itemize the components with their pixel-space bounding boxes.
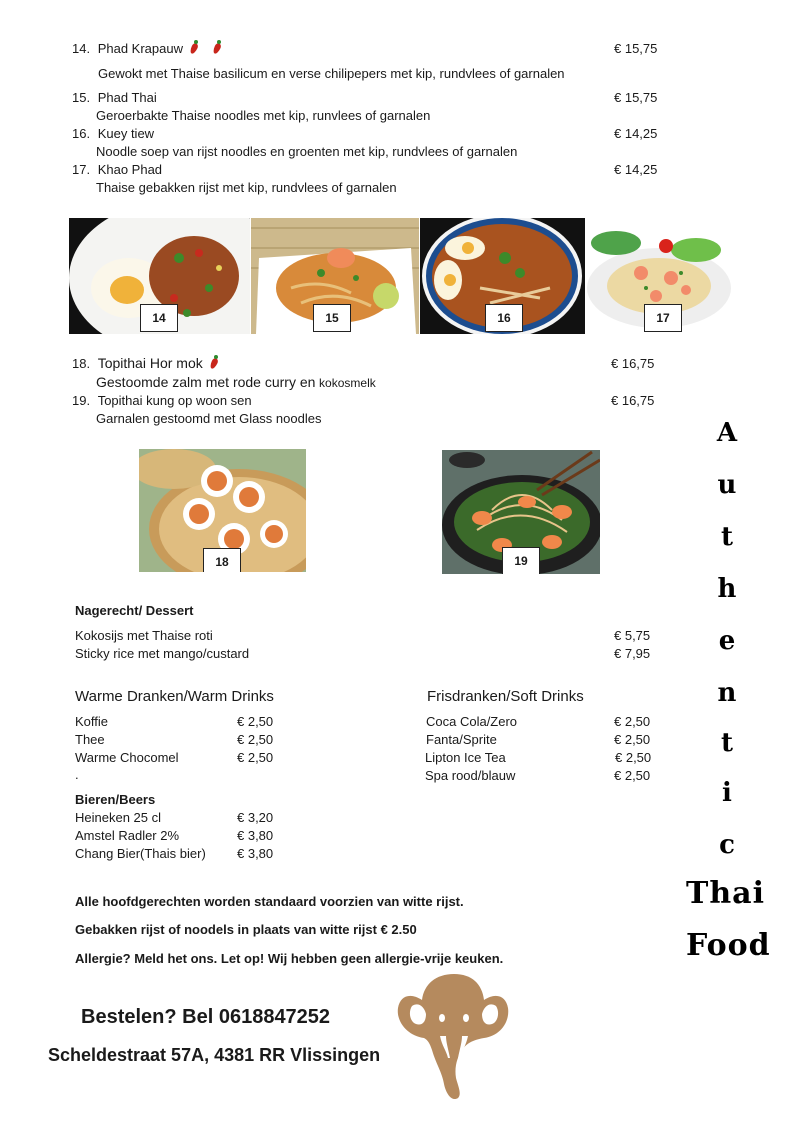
side-letter: t (720, 522, 733, 552)
dish-photo-16 (420, 218, 585, 334)
dish-price: € 14,25 (614, 162, 658, 177)
beer-price: € 3,20 (237, 810, 274, 825)
beer-price: € 3,80 (237, 846, 274, 861)
dish-number: 17. (72, 162, 91, 177)
chili-pepper-icon (212, 41, 221, 54)
dish-description: Gewokt met Thaise basilicum en verse chilipepers met kip, rundvlees of garnalen (98, 66, 565, 81)
warm-drinks-heading: Warme Dranken/Warm Drinks (75, 688, 274, 705)
beer-price: € 3,80 (237, 828, 274, 843)
order-phone: Bestelen? Bel 0618847252 (81, 1006, 331, 1028)
dish-number: 15. (72, 90, 91, 105)
photo-badge: 14 (140, 304, 178, 332)
note-fried-rice: Gebakken rijst of noodels in plaats van witte rijst € 2.50 (75, 922, 417, 937)
beers-heading: Bieren/Beers (75, 792, 156, 807)
dessert-item: Sticky rice met mango/custard (75, 646, 250, 661)
dessert-price: € 5,75 (614, 628, 651, 643)
dish-number: 18. (72, 356, 91, 371)
description-main: Gestoomde zalm met rode curry en (96, 374, 316, 390)
photo-badge: 17 (644, 304, 682, 332)
side-letter: c (719, 830, 735, 860)
soft-drink-price: € 2,50 (614, 732, 651, 747)
soft-drink-item: Spa rood/blauw (425, 768, 516, 783)
dish-photo-19 (442, 450, 600, 574)
dish-photo-18 (139, 449, 306, 572)
dish-14-line (72, 41, 221, 56)
beer-item: Chang Bier(Thais bier) (75, 846, 206, 861)
dish-number: 16. (72, 126, 91, 141)
address: Scheldestraat 57A, 4381 RR Vlissingen (48, 1045, 381, 1065)
soft-drinks-heading: Frisdranken/Soft Drinks (427, 688, 584, 705)
side-letter: e (718, 626, 736, 656)
dish-photo-17 (586, 218, 733, 334)
dessert-item: Kokosijs met Thaise roti (75, 628, 213, 643)
warm-drink-price: € 2,50 (237, 732, 274, 747)
dish-price: € 15,75 (614, 90, 658, 105)
soft-drink-price: € 2,50 (614, 768, 651, 783)
dish-name: Khao Phad (97, 162, 163, 177)
dessert-price: € 7,95 (614, 646, 651, 661)
side-word-thai: Thai (686, 876, 765, 911)
note-rice: Alle hoofdgerechten worden standaard voorzien van witte rijst. (75, 894, 464, 909)
side-letter: h (717, 574, 737, 604)
dish-19-line (72, 393, 252, 408)
side-letter: A (716, 418, 738, 448)
dish-18-line (72, 355, 218, 371)
side-letter: i (722, 778, 732, 808)
note-allergy: Allergie? Meld het ons. Let op! Wij hebben geen allergie-vrije keuken. (75, 951, 504, 966)
dish-name: Topithai Hor mok (97, 355, 203, 371)
elephant-icon (396, 966, 512, 1106)
side-letter: u (717, 470, 737, 500)
warm-drink-price: € 2,50 (237, 750, 274, 765)
dish-price: € 16,75 (611, 393, 655, 408)
dish-description: Thaise gebakken rijst met kip, rundvlees of garnalen (96, 180, 397, 195)
dish-price: € 15,75 (614, 41, 658, 56)
warm-drink-item: Thee (75, 732, 105, 747)
soft-drink-item: Lipton Ice Tea (425, 750, 506, 765)
photo-badge: 15 (313, 304, 351, 332)
dish-description: Noodle soep van rijst noodles en groenten met kip, rundvlees of garnalen (96, 144, 518, 159)
warm-drink-item: Warme Chocomel (75, 750, 179, 765)
photo-badge: 18 (203, 548, 241, 572)
dish-name: Topithai kung op woon sen (97, 393, 252, 408)
dessert-heading: Nagerecht/ Dessert (75, 603, 194, 618)
dish-name: Phad Thai (97, 90, 157, 105)
soft-drink-price: € 2,50 (614, 714, 651, 729)
dish-photo-15 (251, 218, 419, 334)
dish-price: € 14,25 (614, 126, 658, 141)
elephant-logo (396, 966, 512, 1106)
dish-16-line (72, 126, 154, 141)
side-word-food: Food (686, 928, 771, 963)
dish-17-line (72, 162, 162, 177)
chili-pepper-icon (189, 41, 198, 54)
dish-15-line (72, 90, 157, 105)
photo-badge: 16 (485, 304, 523, 332)
soft-drink-price: € 2,50 (615, 750, 652, 765)
warm-drink-price: € 2,50 (237, 714, 274, 729)
soft-drink-item: Coca Cola/Zero (426, 714, 518, 729)
description-small: kokosmelk (319, 376, 376, 390)
chili-pepper-icon (209, 356, 218, 369)
dish-name: Kuey tiew (97, 126, 155, 141)
side-letter: t (720, 728, 733, 758)
dish-name: Phad Krapauw (97, 41, 183, 56)
warm-drink-item: Koffie (75, 714, 109, 729)
dish-photo-14 (69, 218, 250, 334)
stray-dot: . (75, 767, 79, 782)
dish-description: Garnalen gestoomd met Glass noodles (96, 411, 322, 426)
dish-price: € 16,75 (611, 356, 655, 371)
side-letter: n (717, 678, 737, 708)
dish-number: 14. (72, 41, 91, 56)
photo-badge: 19 (502, 547, 540, 574)
dish-description (96, 374, 376, 390)
soft-drink-item: Fanta/Sprite (426, 732, 497, 747)
dish-description: Geroerbakte Thaise noodles met kip, runvlees of garnalen (96, 108, 431, 123)
beer-item: Heineken 25 cl (75, 810, 161, 825)
dish-number: 19. (72, 393, 91, 408)
beer-item: Amstel Radler 2% (75, 828, 180, 843)
